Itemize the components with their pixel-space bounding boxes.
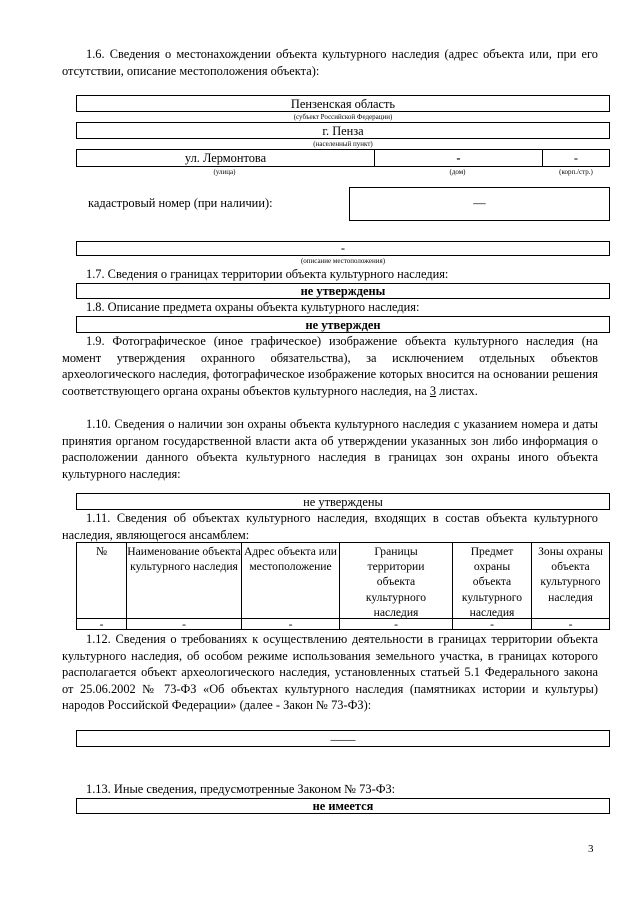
section-1-7-value: не утверждены: [300, 284, 386, 298]
sheets-count: 3: [429, 383, 437, 398]
cadastral-value: —: [473, 196, 486, 210]
region-field: [76, 95, 610, 112]
section-1-9-text: [62, 333, 598, 399]
table-header-number: №: [95, 545, 108, 558]
region-value: Пензенская область: [290, 97, 396, 111]
korp-value: -: [573, 151, 579, 165]
house-caption: (дом): [449, 168, 466, 176]
street-caption: (улица): [213, 168, 236, 176]
table-header-subject: Предмет охраны объекта культурного наследия: [461, 545, 523, 619]
section-1-12-text: 1.12. Сведения о требованиях к осуществлению деятельности в границах территории объекта культурного наследия, об особом режиме использования земельного участка, в границах которого располагается объект археологического наследия, установленных статьей 5.1 Федерального закона от 25.06.2002 № 73-ФЗ «Об объектах культурного наследия (памятниках истории и культуры) народов Российской Федерации» (далее - Закон № 73-ФЗ):: [62, 632, 598, 713]
section-1-7-text: 1.7. Сведения о границах территории объекта культурного наследия:: [86, 267, 449, 281]
table-cell: -: [99, 618, 104, 631]
section-1-11-text: 1.11. Сведения об объектах культурного наследия, входящих в состав объекта культурного наследия, являющегося ансамблем:: [62, 511, 598, 542]
section-1-10-field: [76, 493, 610, 510]
section-1-13-field: [76, 798, 610, 814]
section-1-6-text: 1.6. Сведения о местонахождении объекта культурного наследия (адрес объекта или, при его отсутствии, описание местоположения объекта):: [62, 47, 598, 78]
ensemble-table: [76, 542, 610, 630]
section-1-9-text-post: листах.: [436, 383, 478, 398]
section-1-8-field: [76, 316, 610, 333]
region-caption: (субъект Российской Федерации): [293, 113, 393, 121]
table-cell: -: [568, 618, 573, 631]
city-value: г. Пенза: [322, 124, 364, 138]
location-desc-value: -: [340, 241, 346, 255]
section-1-13-text: 1.13. Иные сведения, предусмотренные Законом № 73-ФЗ:: [86, 782, 396, 796]
section-1-10-value: не утверждены: [303, 495, 383, 509]
section-1-12-value: ____: [330, 728, 356, 742]
house-value: -: [456, 151, 461, 165]
location-desc-field: [76, 241, 610, 256]
section-1-13-value: не имеется: [312, 799, 374, 813]
location-desc-caption: (описание местоположения): [300, 257, 386, 265]
table-cell: -: [490, 618, 494, 631]
section-1-8-text: 1.8. Описание предмета охраны объекта культурного наследия:: [86, 300, 420, 314]
page-number: 3: [588, 843, 594, 855]
address-row: [76, 149, 610, 167]
table-cell: -: [394, 618, 398, 631]
table-header-name: Наименование объекта культурного наследия: [127, 545, 241, 574]
table-header-address: Адрес объекта или местоположение: [243, 545, 338, 574]
table-cell: -: [182, 618, 186, 631]
section-1-9-text-pre: 1.9. Фотографическое (иное графическое) изображение объекта культурного наследия (на момент утверждения охранного обязательства), за исключением отдельных объектов археологического наследия, фотографическое изображение которых вносится на основании решения соответствующего органа охраны объектов культурного наследия, на: [62, 334, 598, 398]
section-1-10-text: 1.10. Сведения о наличии зон охраны объекта культурного наследия с указанием номера и даты принятия органом государственной власти акта об утверждении указанных зон либо информация о расположении данного объекта культурного наследия в границах зон охраны иного объекта культурного наследия:: [62, 417, 598, 481]
section-1-8-value: не утвержден: [305, 318, 381, 332]
table-cell: -: [288, 618, 293, 631]
cadastral-field: [349, 187, 610, 221]
korp-caption: (корп./стр.): [559, 168, 593, 176]
city-caption: (населенный пункт): [313, 140, 373, 148]
section-1-7-field: [76, 283, 610, 299]
street-value: ул. Лермонтова: [184, 151, 267, 165]
city-field: [76, 122, 610, 139]
section-1-12-field: [76, 730, 610, 747]
cadastral-label: кадастровый номер (при наличии):: [88, 196, 273, 210]
table-header-boundaries: Границы территории объекта культурного наследия: [365, 545, 427, 619]
table-header-zones: Зоны охраны объекта культурного наследия: [538, 545, 603, 604]
